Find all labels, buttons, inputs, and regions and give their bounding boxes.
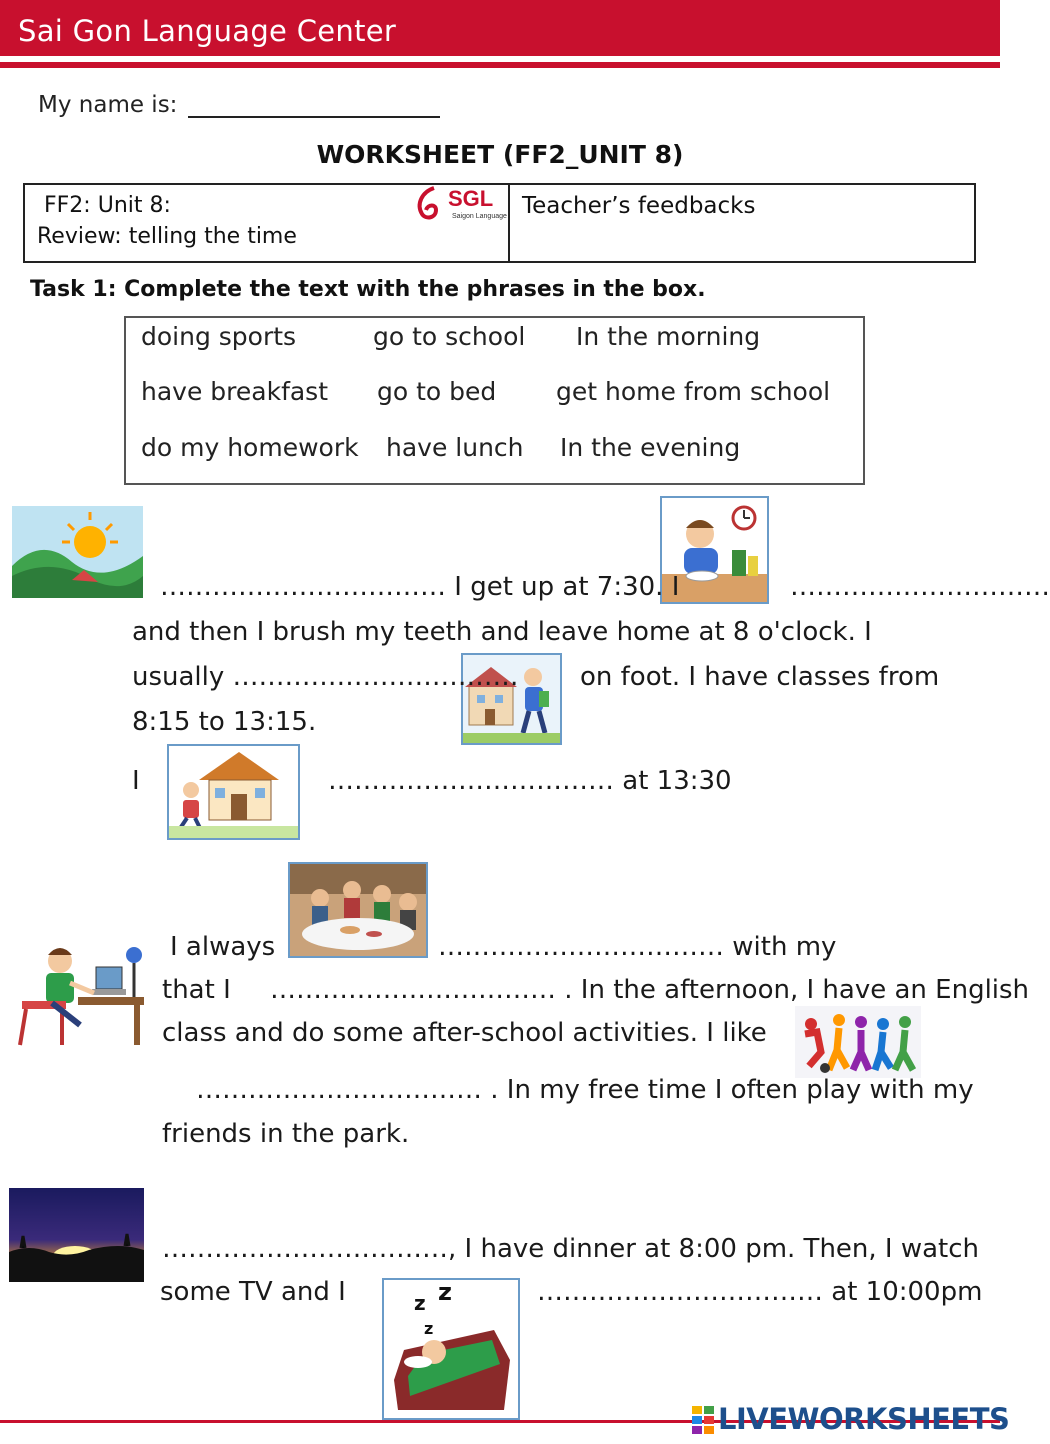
text-line: …………………………… at 10:00pm (537, 1277, 983, 1307)
name-input-line[interactable] (188, 116, 440, 118)
phrase-item: have breakfast (141, 377, 329, 406)
phrase-item: do my homework (141, 433, 359, 462)
phrase-item: In the evening (560, 433, 741, 462)
phrase-item: go to bed (377, 377, 497, 406)
svg-text:z: z (438, 1278, 452, 1306)
text-line: ……………………………, I have dinner at 8:00 pm. Then, I watch (162, 1234, 980, 1264)
sleeping-icon (382, 1278, 520, 1420)
text-line: that I (162, 975, 231, 1005)
homework-desk-icon (8, 935, 146, 1047)
text-line: I always (170, 932, 276, 962)
text-line: some TV and I (160, 1277, 346, 1307)
phrase-item: In the morning (576, 322, 761, 351)
liveworksheets-logo-icon (692, 1406, 716, 1436)
unit-label: FF2: Unit 8: (44, 193, 171, 218)
liveworksheets-brand[interactable]: LIVEWORKSHEETS (718, 1402, 1010, 1436)
header-title: Sai Gon Language Center (18, 14, 397, 48)
text-line: I (132, 766, 140, 796)
home-icon (167, 744, 300, 840)
worksheet-title: WORKSHEET (FF2_UNIT 8) (316, 140, 684, 169)
text-line: friends in the park. (162, 1119, 410, 1149)
info-table-divider (508, 183, 510, 263)
sgl-logo-text: SGL (448, 186, 494, 211)
task-1-instruction: Task 1: Complete the text with the phrases in the box. (30, 277, 706, 302)
sunrise-icon (12, 506, 143, 598)
svg-text:z: z (424, 1319, 434, 1338)
family-lunch-icon (288, 862, 428, 958)
text-line: …………………………… I get up at 7:30. I (160, 572, 680, 602)
text-line: …………………………… at 13:30 (328, 766, 732, 796)
sunset-icon (9, 1188, 144, 1282)
text-line: 8:15 to 13:15. (132, 707, 317, 737)
phrase-item: have lunch (386, 433, 524, 462)
phrase-item: doing sports (141, 322, 297, 351)
phrase-item: get home from school (556, 377, 831, 406)
text-line: …………………………… . In the afternoon, I have an English (270, 975, 1030, 1005)
sports-icon (795, 1006, 921, 1078)
teacher-feedback-label: Teacher’s feedbacks (522, 193, 756, 219)
sgl-logo-subtext: Saigon Language (452, 213, 507, 220)
text-line: …………………………… . In my free time I often play with my (196, 1075, 974, 1105)
sgl-logo (412, 184, 508, 224)
text-line: on foot. I have classes from (580, 662, 940, 692)
svg-text:z: z (414, 1291, 426, 1315)
header-divider (0, 62, 1000, 68)
blank-line[interactable]: ………………………… (790, 572, 1050, 602)
text-line: and then I brush my teeth and leave home at 8 o'clock. I (132, 617, 872, 647)
text-line: class and do some after-school activities. I like (162, 1018, 767, 1048)
name-label: My name is: (38, 92, 178, 118)
review-label: Review: telling the time (37, 224, 297, 249)
text-line: …………………………… with my (438, 932, 837, 962)
phrase-item: go to school (373, 322, 526, 351)
text-line: usually …………………………… (132, 662, 519, 692)
